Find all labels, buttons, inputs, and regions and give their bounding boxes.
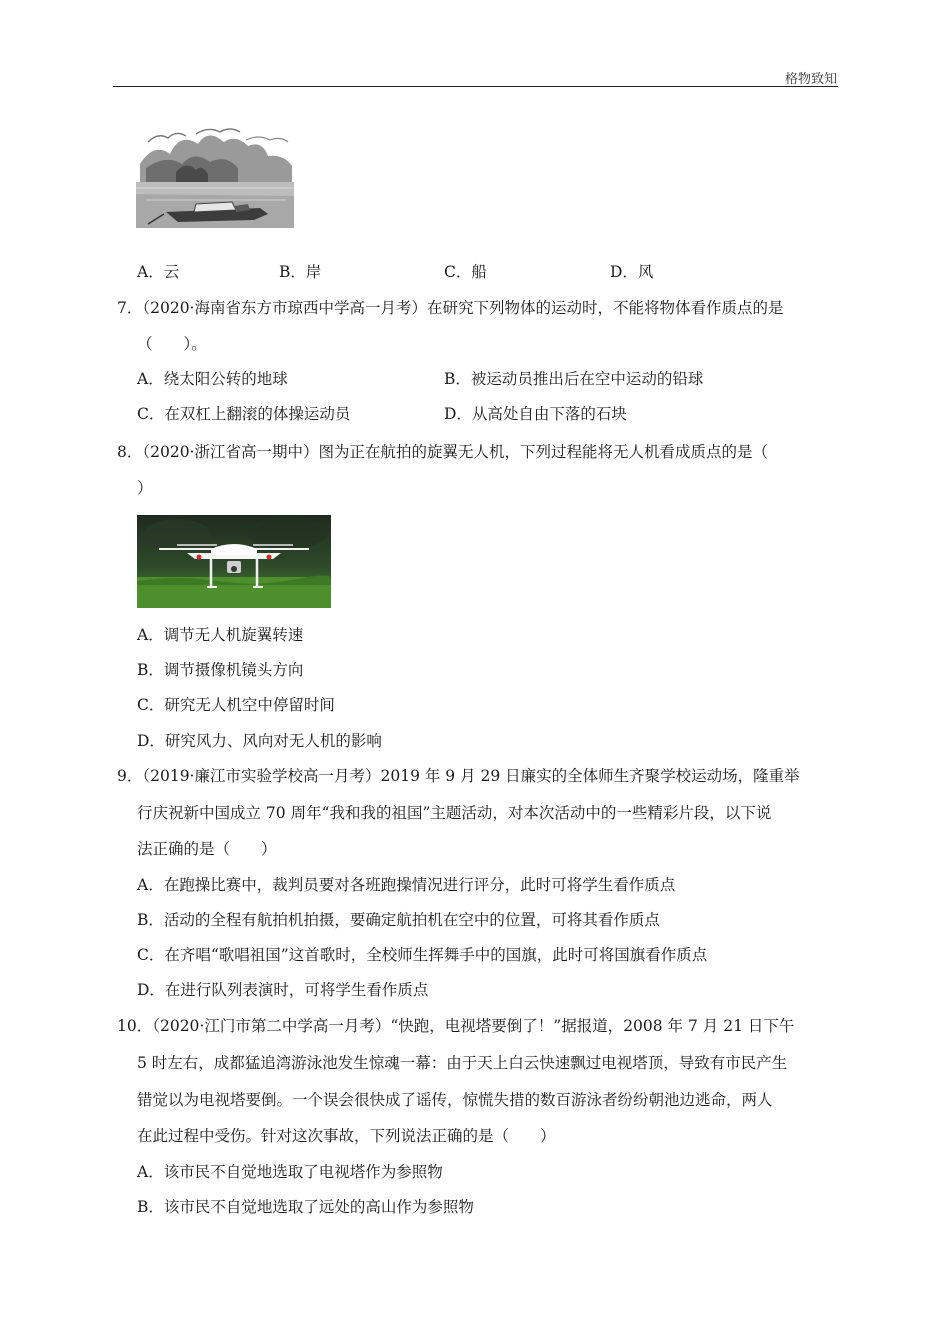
q7-option-b: B．被运动员推出后在空中运动的铅球 (444, 370, 704, 388)
q9-stem-line3: 法正确的是（ ） (137, 840, 277, 858)
page-header-brand: 格物致知 (784, 72, 837, 87)
drone-photo (137, 515, 331, 608)
q8-option-b: B．调节摄像机镜头方向 (137, 661, 304, 679)
q10-stem-line4: 在此过程中受伤。针对这次事故，下列说法正确的是（ ） (137, 1127, 556, 1145)
q8-option-a: A．调节无人机旋翼转速 (137, 626, 304, 644)
q8-stem-line2: ） (137, 479, 153, 497)
q9-option-c: C．在齐唱“歌唱祖国”这首歌时，全校师生挥舞手中的国旗，此时可将国旗看作质点 (137, 946, 708, 964)
q9-option-b: B．活动的全程有航拍机拍摄，要确定航拍机在空中的位置，可将其看作质点 (137, 911, 660, 929)
q8-option-c: C．研究无人机空中停留时间 (137, 696, 335, 714)
q9-option-d: D．在进行队列表演时，可将学生看作质点 (137, 981, 429, 999)
q7-stem-line1: 7．（2020·海南省东方市琼西中学高一月考）在研究下列物体的运动时，不能将物体看作质点的是 (117, 299, 784, 317)
q10-option-b: B．该市民不自觉地选取了远处的高山作为参照物 (137, 1198, 474, 1216)
q8-stem-line1: 8．（2020·浙江省高一期中）图为正在航拍的旋翼无人机，下列过程能将无人机看成质点的是（ (117, 443, 768, 461)
q7-stem-line2: （ ）。 (137, 335, 207, 353)
q6-option-a: A．云 (137, 263, 180, 281)
q9-stem-line2: 行庆祝新中国成立 70 周年“我和我的祖国”主题活动，对本次活动中的一些精彩片段，以下说 (137, 804, 772, 822)
q9-option-a: A．在跑操比赛中，裁判员要对各班跑操情况进行评分，此时可将学生看作质点 (137, 876, 676, 894)
q10-stem-line2: 5 时左右，成都猛追湾游泳池发生惊魂一幕：由于天上白云快速飘过电视塔顶，导致有市民产生 (137, 1054, 788, 1072)
q7-option-a: A．绕太阳公转的地球 (137, 370, 288, 388)
q6-option-d: D．风 (610, 263, 654, 281)
q10-stem-line1: 10．（2020·江门市第二中学高一月考）“快跑，电视塔要倒了！”据报道，2008 年 7 月 21 日下午 (117, 1017, 795, 1035)
q6-option-b: B．岸 (279, 263, 322, 281)
q7-option-c: C．在双杠上翻滚的体操运动员 (137, 405, 351, 423)
q10-option-a: A．该市民不自觉地选取了电视塔作为参照物 (137, 1163, 443, 1181)
q8-option-d: D．研究风力、风向对无人机的影响 (137, 732, 382, 750)
landscape-boat-illustration (136, 124, 294, 228)
q7-option-d: D．从高处自由下落的石块 (444, 405, 627, 423)
q10-stem-line3: 错觉以为电视塔要倒。一个误会很快成了谣传，惊慌失措的数百游泳者纷纷朝池边逃命，两人 (137, 1091, 773, 1109)
header-rule (113, 86, 838, 87)
q9-stem-line1: 9．（2019·廉江市实验学校高一月考）2019 年 9 月 29 日廉实的全体师生齐聚学校运动场，隆重举 (117, 767, 800, 785)
q6-option-c: C．船 (444, 263, 487, 281)
